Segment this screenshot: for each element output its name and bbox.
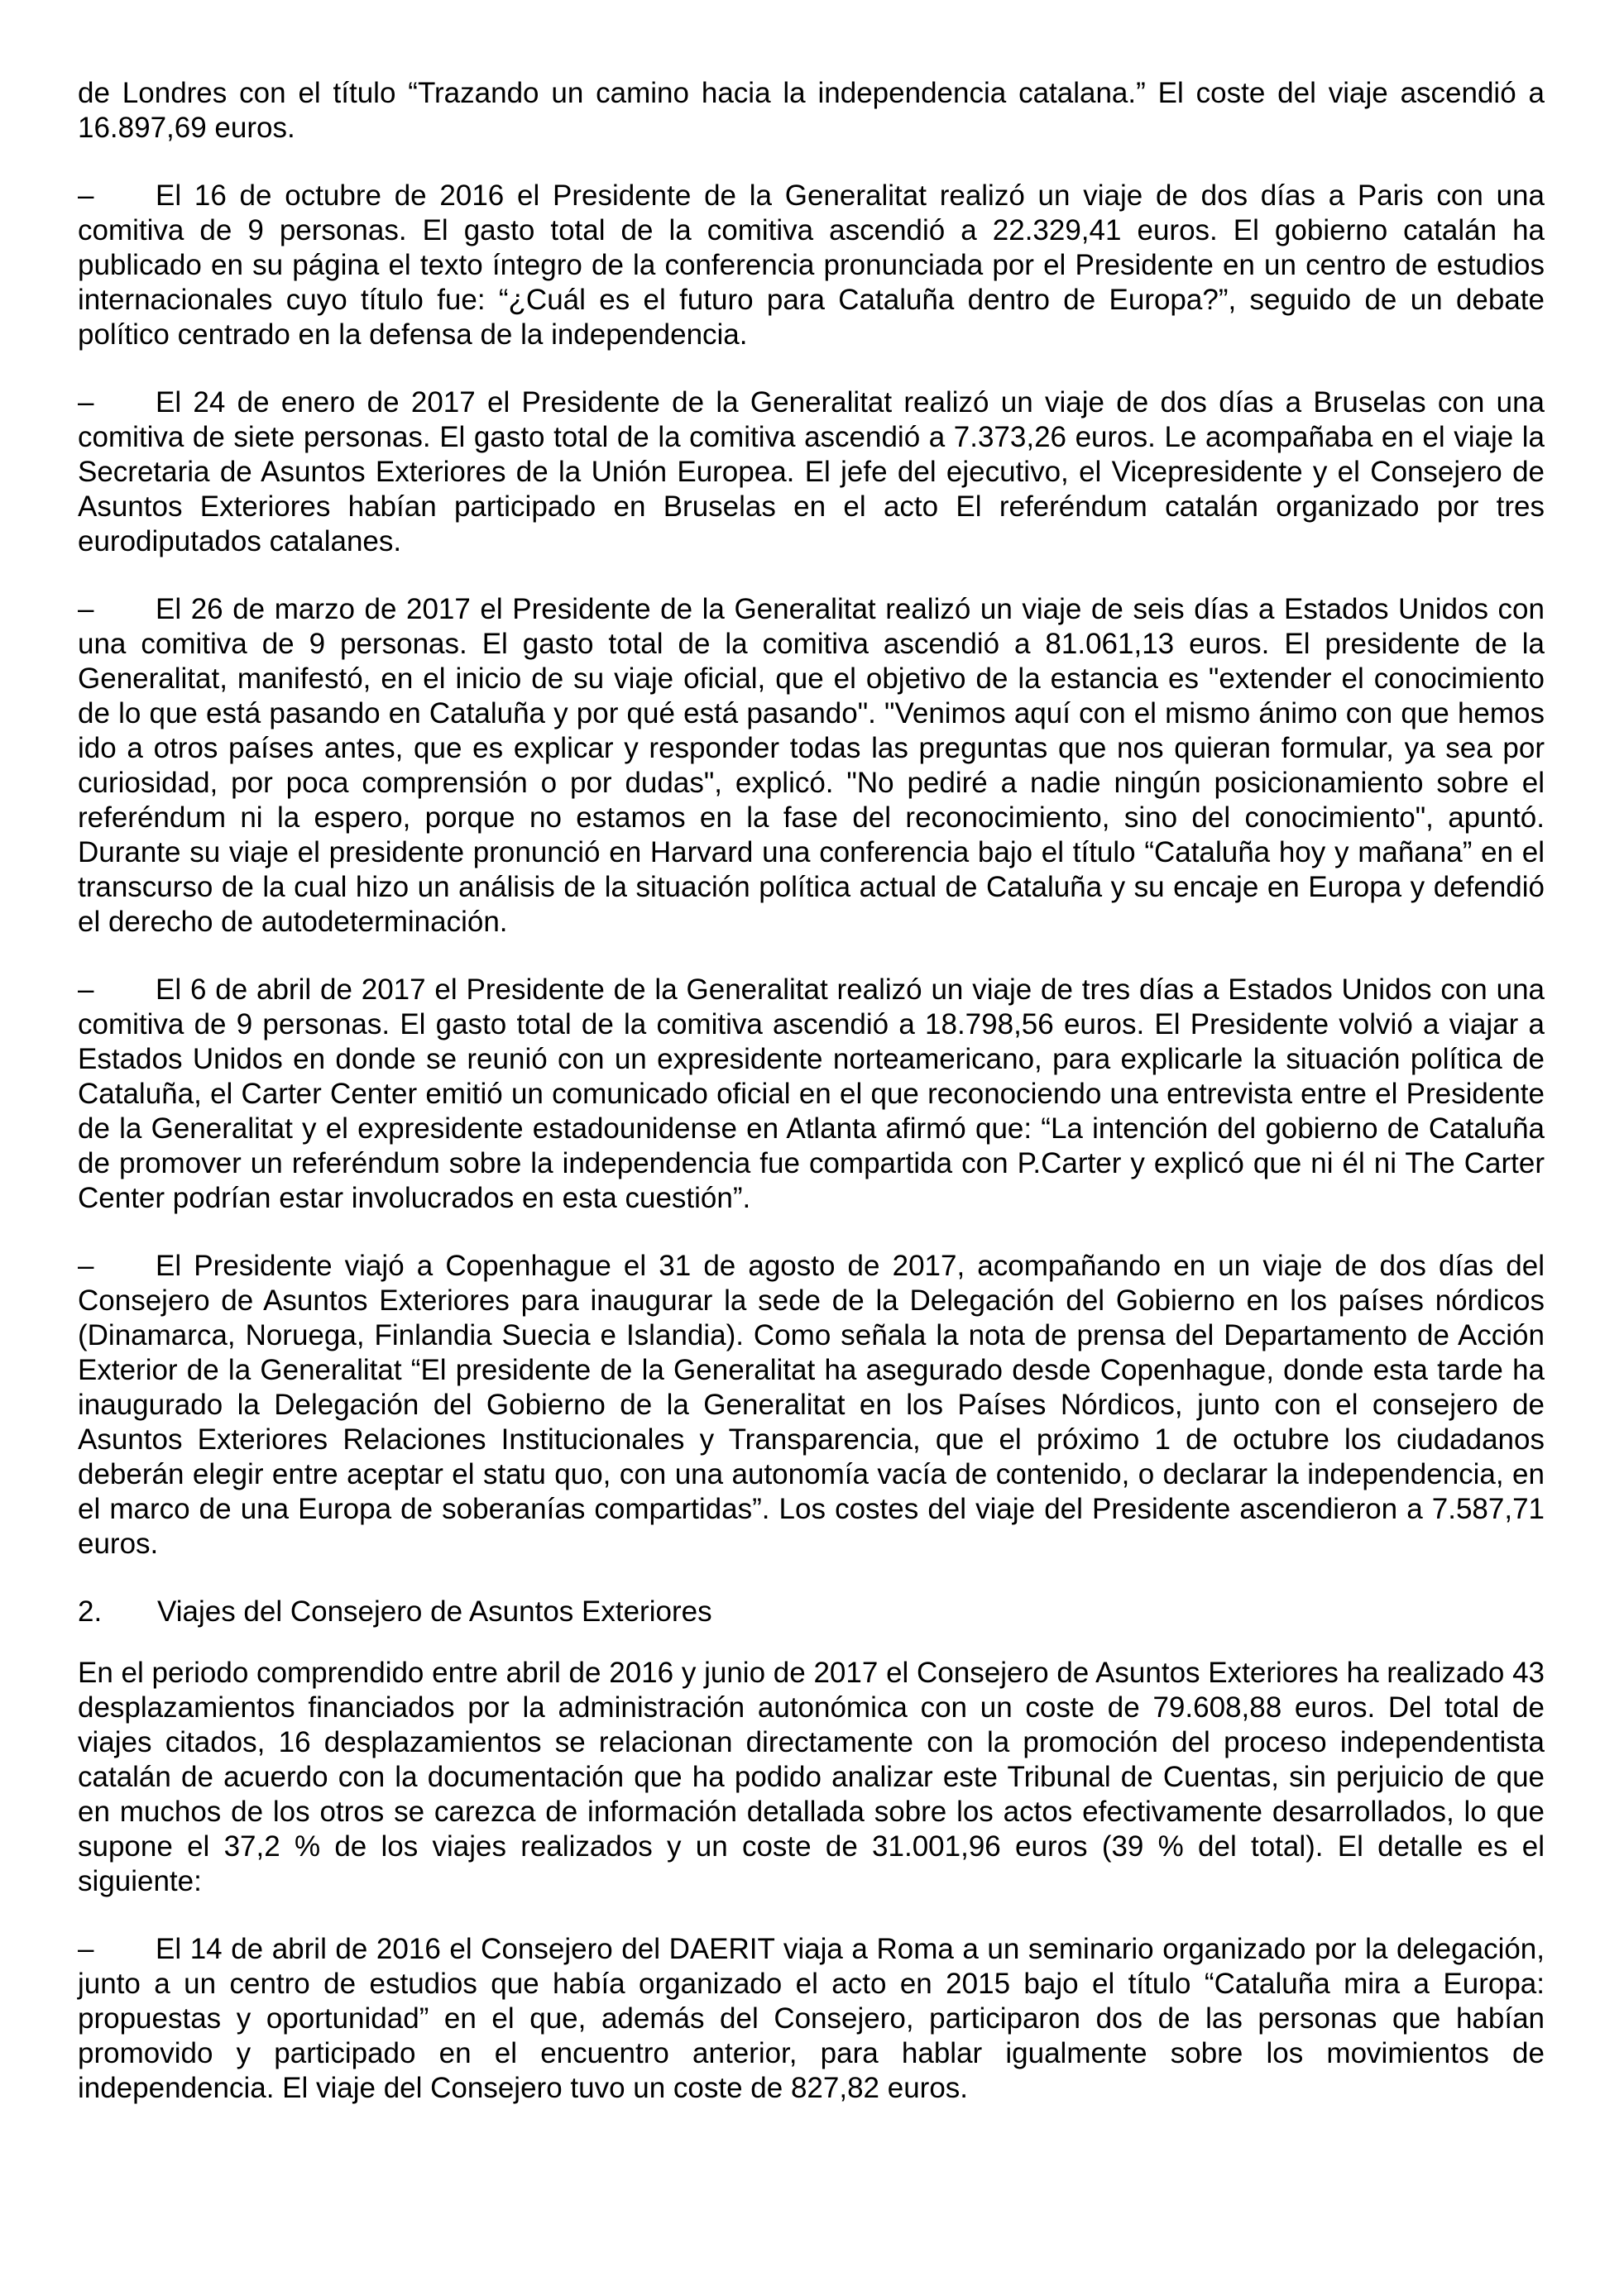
dash-bullet-icon: – — [78, 179, 94, 212]
list-item-text: El 14 de abril de 2016 el Consejero del DAERIT viaja a Roma a un seminario organizado por la delegación, junto a un centro de estudios que había organizado el acto en 2015 bajo el título “Cataluña mira a Europa: propuestas y oportunidad” en el que, además del Consejero, participaron dos de las personas que habían promovido y participado en el encuentro anterior, para hablar igualmente sobre los movimientos de independencia. El viaje del Consejero tuvo un coste de 827,82 euros. — [78, 1933, 1545, 2104]
list-item-text: El Presidente viajó a Copenhague el 31 de agosto de 2017, acompañando en un viaje de dos días del Consejero de Asuntos Exteriores para inaugurar la sede de la Delegación del Gobierno en los países nórdicos (Dinamarca, Noruega, Finlandia Suecia e Islandia). Como señala la nota de prensa del Departamento de Acción Exterior de la Generalitat “El presidente de la Generalitat ha asegurado desde Copenhague, donde esta tarde ha inaugurado la Delegación del Gobierno de la Generalitat en los Países Nórdicos, junto con el consejero de Asuntos Exteriores Relaciones Institucionales y Transparencia, que el próximo 1 de octubre los ciudadanos deberán elegir entre aceptar el statu quo, con una autonomía vacía de contenido, o declarar la independencia, en el marco de una Europa de soberanías compartidas”. Los costes del viaje del Presidente ascendieron a 7.587,71 euros. — [78, 1250, 1545, 1560]
dash-bullet-icon: – — [78, 973, 94, 1006]
list-item — [78, 179, 1545, 352]
consejero-trips-list — [78, 1932, 1545, 2106]
dash-bullet-icon: – — [78, 593, 94, 625]
list-item — [78, 973, 1545, 1216]
list-item-text: El 16 de octubre de 2016 el Presidente de la Generalitat realizó un viaje de dos días a Paris con una comitiva de 9 personas. El gasto total de la comitiva ascendió a 22.329,41 euros. El gobierno catalán ha publicado en su página el texto íntegro de la conferencia pronunciada por el Presidente en un centro de estudios internacionales cuyo título fue: “¿Cuál es el futuro para Cataluña dentro de Europa?”, seguido de un debate político centrado en la defensa de la independencia. — [78, 179, 1545, 351]
list-item-text: El 26 de marzo de 2017 el Presidente de la Generalitat realizó un viaje de seis días a Estados Unidos con una comitiva de 9 personas. El gasto total de la comitiva ascendió a 81.061,13 euros. El presidente de la Generalitat, manifestó, en el inicio de su viaje oficial, que el objetivo de la estancia es "extender el conocimiento de lo que está pasando en Cataluña y por qué está pasando". "Venimos aquí con el mismo ánimo con que hemos ido a otros países antes, que es explicar y responder todas las preguntas que nos quieran formular, ya sea por curiosidad, por poca comprensión o por dudas", explicó. "No pediré a nadie ningún posicionamiento sobre el referéndum ni la espero, porque no estamos en la fase del reconocimiento, sino del conocimiento", apuntó. Durante su viaje el presidente pronunció en Harvard una conferencia bajo el título “Cataluña hoy y mañana” en el transcurso de la cual hizo un análisis de la situación política actual de Cataluña y su encaje en Europa y defendió el derecho de autodeterminación. — [78, 593, 1545, 938]
list-item-text: El 6 de abril de 2017 el Presidente de la Generalitat realizó un viaje de tres días a Estados Unidos con una comitiva de 9 personas. El gasto total de la comitiva ascendió a 18.798,56 euros. El Presidente volvió a viajar a Estados Unidos en donde se reunió con un expresidente norteamericano, para explicarle la situación política de Cataluña, el Carter Center emitió un comunicado oficial en el que reconociendo una entrevista entre el Presidente de la Generalitat y el expresidente estadounidense en Atlanta afirmó que: “La intención del gobierno de Cataluña de promover un referéndum sobre la independencia fue compartida con P.Carter y explicó que ni él ni The Carter Center podrían estar involucrados en esta cuestión”. — [78, 973, 1545, 1214]
president-trips-list — [78, 179, 1545, 1562]
list-item — [78, 592, 1545, 940]
document-page — [78, 76, 1545, 2139]
list-item-text: El 24 de enero de 2017 el Presidente de la Generalitat realizó un viaje de dos días a Bruselas con una comitiva de siete personas. El gasto total de la comitiva ascendió a 7.373,26 euros. Le acompañaba en el viaje la Secretaria de Asuntos Exteriores de la Unión Europea. El jefe del ejecutivo, el Vicepresidente y el Consejero de Asuntos Exteriores habían participado en Bruselas en el acto El referéndum catalán organizado por tres eurodiputados catalanes. — [78, 386, 1545, 557]
dash-bullet-icon: – — [78, 386, 94, 419]
list-item — [78, 1932, 1545, 2106]
section-title: Viajes del Consejero de Asuntos Exteriores — [157, 1595, 712, 1628]
list-item — [78, 1249, 1545, 1562]
dash-bullet-icon: – — [78, 1933, 94, 1965]
dash-bullet-icon: – — [78, 1250, 94, 1282]
list-item — [78, 385, 1545, 559]
section-intro-paragraph: En el periodo comprendido entre abril de 2016 y junio de 2017 el Consejero de Asuntos Exteriores ha realizado 43 desplazamientos financiados por la administración autonómica con un coste de 79.608,88 euros. Del total de viajes citados, 16 desplazamientos se relacionan directamente con la promoción del proceso independentista catalán de acuerdo con la documentación que ha podido analizar este Tribunal de Cuentas, sin perjuicio de que en muchos de los otros se carezca de información detallada sobre los actos efectivamente desarrollados, lo que supone el 37,2 % de los viajes realizados y un coste de 31.001,96 euros (39 % del total). El detalle es el siguiente: — [78, 1657, 1545, 1897]
continuation-paragraph: de Londres con el título “Trazando un camino hacia la independencia catalana.” El coste del viaje ascendió a 16.897,69 euros. — [78, 77, 1545, 144]
section-number: 2. — [78, 1595, 103, 1628]
section-heading — [78, 1595, 1545, 1629]
